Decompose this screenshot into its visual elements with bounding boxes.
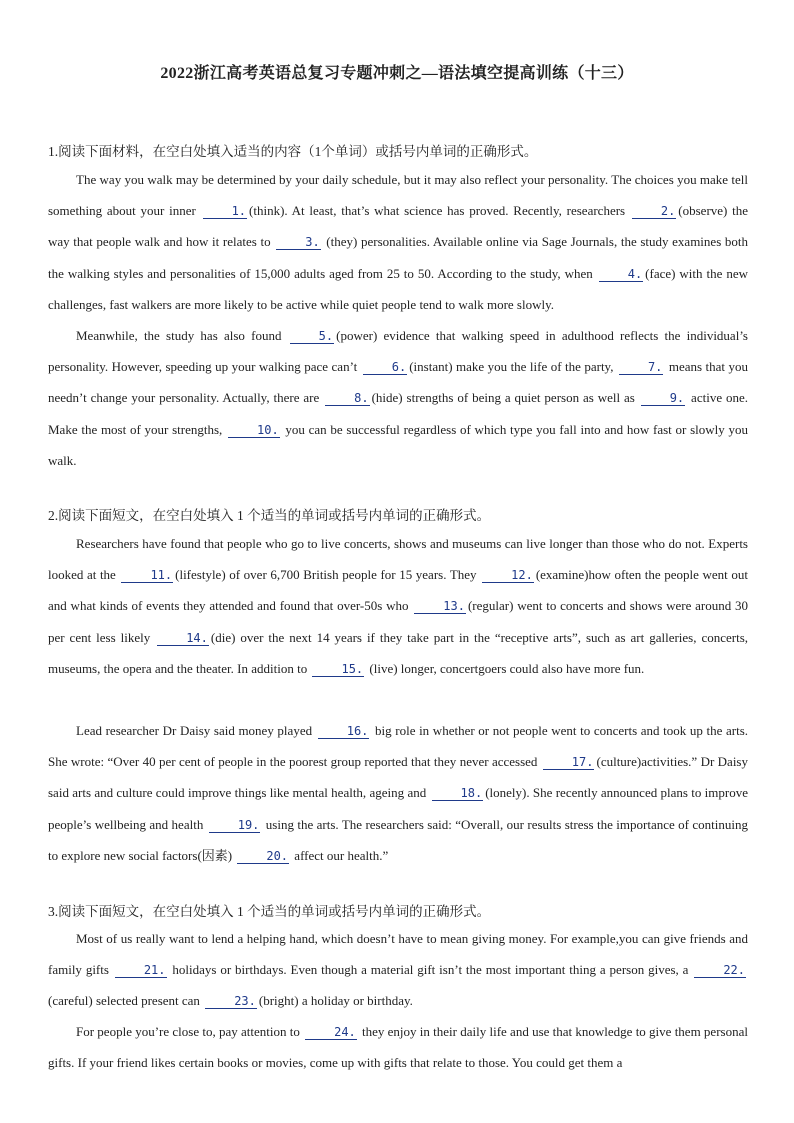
section-2-heading: 2.阅读下面短文，在空白处填入 1 个适当的单词或括号内单词的正确形式。 [48, 508, 491, 523]
passage-text: (culture)activities.” Dr Daisy said arts and culture could improve things like mental health, ageing and [48, 754, 748, 801]
passage-text: (bright) a holiday or birthday. [258, 993, 413, 1009]
answer-blank[interactable]: 24. [305, 1025, 357, 1040]
passage-text: (observe) the way that people walk and how it relates to [48, 203, 749, 250]
answer-blank[interactable]: 16. [318, 724, 370, 739]
answer-blank[interactable]: 12. [482, 568, 534, 583]
passage-text: (careful) selected present can [48, 993, 204, 1009]
passage-text: (hide) strengths of being a quiet person as well as [371, 390, 639, 406]
answer-blank[interactable]: 22. [694, 963, 746, 978]
passage-text: Meanwhile, the study has also found [76, 328, 288, 343]
passage-text: using the arts. The researchers said: “Overall, our results stress the importance of continuing to explore new social factors(因素) [48, 816, 748, 863]
passage-text: (regular) went to concerts and shows were around 30 per cent less likely [48, 598, 749, 645]
section-3-paragraph-1 [48, 923, 748, 1017]
section-1-paragraph-2 [48, 320, 748, 476]
passage-text: (live) longer, concertgoers could also have more fun. [366, 660, 645, 676]
passage-text: (lifestyle) of over 6,700 British people for 15 years. They [175, 567, 481, 583]
answer-blank[interactable]: 9. [641, 391, 685, 406]
passage-text: they enjoy in their daily life and use that knowledge to give them personal gifts. If your friend likes certain books or movies, come up with gifts that relate to those. You could get them a [48, 1024, 748, 1071]
section-3-heading: 3.阅读下面短文，在空白处填入 1 个适当的单词或括号内单词的正确形式。 [48, 904, 491, 919]
section-1-heading: 1.阅读下面材料，在空白处填入适当的内容（1个单词）或括号内单词的正确形式。 [48, 144, 538, 159]
passage-text: holidays or birthdays. Even though a material gift isn’t the most important thing a person gives, a [168, 962, 693, 978]
passage-text: (instant) make you the life of the party, [409, 359, 617, 375]
answer-blank[interactable]: 3. [276, 235, 320, 250]
answer-blank[interactable]: 13. [414, 599, 466, 614]
answer-blank[interactable]: 23. [205, 994, 257, 1009]
answer-blank[interactable]: 15. [312, 662, 364, 677]
passage-text: For people you’re close to, pay attention to [76, 1024, 304, 1039]
passage-text: affect our health.” [291, 847, 389, 863]
answer-blank[interactable]: 2. [632, 204, 676, 219]
answer-blank[interactable]: 11. [121, 568, 173, 583]
passage-text: Most of us really want to lend a helping hand, which doesn’t have to mean giving money. For example,you can give friends and family gifts [48, 931, 748, 978]
page-title: 2022浙江高考英语总复习专题冲刺之—语法填空提高训练（十三） [160, 65, 634, 82]
passage-text: (think). At least, that’s what science has proved. Recently, researchers [249, 203, 630, 219]
passage-text: (die) over the next 14 years if they take part in the “receptive arts”, such as art galleries, concerts, museums, the opera and the theater. In addition to [48, 629, 748, 676]
passage-text: (face) with the new challenges, fast walkers are more likely to be active while quiet people tend to walk more slowly. [48, 265, 748, 312]
passage-text: (they) personalities. Available online via Sage Journals, the study examines both the walking styles and personalities of 15,000 adults aged from 25 to 50. According to the study, when [48, 234, 748, 281]
answer-blank[interactable]: 18. [432, 786, 484, 801]
answer-blank[interactable]: 10. [228, 423, 280, 438]
answer-blank[interactable]: 20. [237, 849, 289, 864]
passage-text: Researchers have found that people who go to live concerts, shows and museums can live longer than those who do not. Experts looked at the [48, 536, 748, 583]
passage-text: big role in whether or not people went to concerts and took up the arts. She wrote: “Over 40 per cent of people in the poorest group reported that they never accessed [48, 723, 749, 770]
answer-blank[interactable]: 6. [363, 360, 407, 375]
section-2-paragraph-1 [48, 528, 748, 684]
section-3-paragraph-2 [48, 1016, 748, 1078]
answer-blank[interactable]: 21. [115, 963, 167, 978]
section-1-paragraph-1 [48, 164, 748, 320]
answer-blank[interactable]: 7. [619, 360, 663, 375]
passage-text: Lead researcher Dr Daisy said money played [76, 723, 316, 738]
answer-blank[interactable]: 8. [325, 391, 369, 406]
passage-text: active one. Make the most of your strengths, [48, 390, 749, 437]
passage-text: (examine)how often the people went out and what kinds of events they attended and found that over-50s who [48, 567, 748, 614]
passage-text: The way you walk may be determined by your daily schedule, but it may also reflect your personality. The choices you make tell something about your inner [48, 172, 748, 219]
answer-blank[interactable]: 1. [203, 204, 247, 219]
answer-blank[interactable]: 17. [543, 755, 595, 770]
passage-text: (lonely). She recently announced plans to improve people’s wellbeing and health [48, 785, 748, 832]
section-2-paragraph-2 [48, 715, 748, 871]
passage-text: you can be successful regardless of which type you fall into and how fast or slowly you walk. [48, 421, 748, 468]
answer-blank[interactable]: 14. [157, 631, 209, 646]
answer-blank[interactable]: 5. [290, 329, 334, 344]
passage-text: means that you needn’t change your personality. Actually, there are [48, 359, 748, 406]
answer-blank[interactable]: 4. [599, 267, 643, 282]
answer-blank[interactable]: 19. [209, 818, 261, 833]
passage-text: (power) evidence that walking speed in adulthood reflects the individual’s personality. However, speeding up your walking pace can’t [48, 328, 748, 375]
